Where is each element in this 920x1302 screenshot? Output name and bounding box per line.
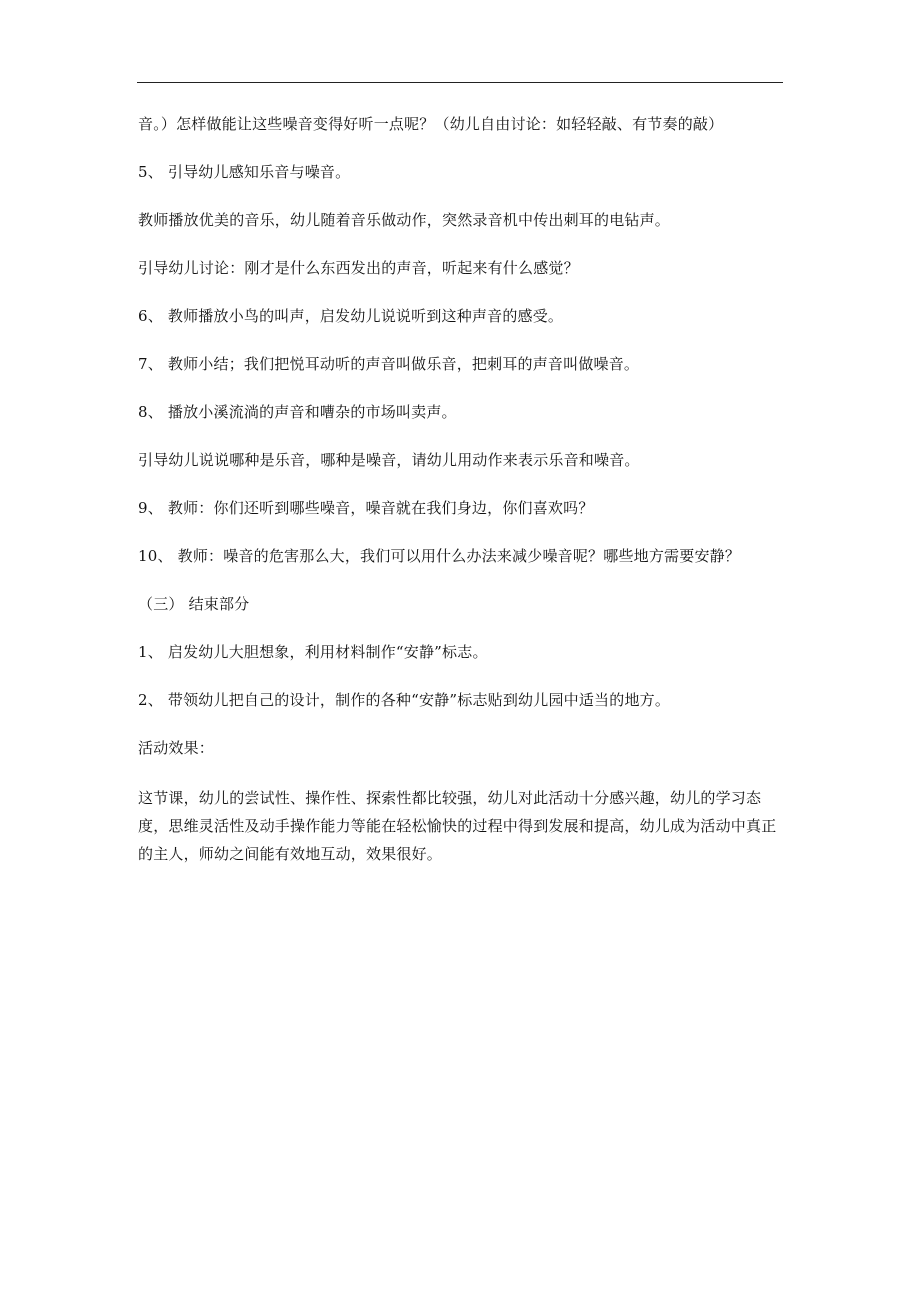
list-item: 2、 带领幼儿把自己的设计，制作的各种“安静”标志贴到幼儿园中适当的地方。 (138, 691, 671, 709)
list-item: 10、 教师：噪音的危害那么大，我们可以用什么办法来减少噪音呢？哪些地方需要安静？ (138, 547, 741, 565)
list-item: 9、 教师：你们还听到哪些噪音，噪音就在我们身边，你们喜欢吗？ (138, 499, 594, 517)
list-item: 1、 启发幼儿大胆想象，利用材料制作“安静”标志。 (138, 643, 488, 661)
paragraph: 引导幼儿讨论：刚才是什么东西发出的声音，听起来有什么感觉？ (138, 259, 579, 277)
paragraph: 音。）怎样做能让这些噪音变得好听一点呢？（幼儿自由讨论：如轻轻敲、有节奏的敲） (138, 115, 724, 133)
document-body (138, 112, 788, 868)
list-item: 6、 教师播放小鸟的叫声，启发幼儿说说听到这种声音的感受。 (138, 307, 564, 325)
paragraph: 教师播放优美的音乐，幼儿随着音乐做动作，突然录音机中传出刺耳的电钻声。 (138, 211, 671, 229)
list-item: 5、 引导幼儿感知乐音与噪音。 (138, 163, 351, 181)
paragraph: 这节课，幼儿的尝试性、操作性、探索性都比较强，幼儿对此活动十分感兴趣，幼儿的学习态度，思维灵活性及动手操作能力等能在轻松愉快的过程中得到发展和提高，幼儿成为活动中真正的主人，师幼之间能有效地互动，效果很好。 (138, 789, 777, 863)
list-item: 8、 播放小溪流淌的声音和嘈杂的市场叫卖声。 (138, 403, 457, 421)
header-rule (137, 82, 783, 83)
section-heading: 活动效果： (138, 739, 215, 757)
section-heading: （三） 结束部分 (138, 595, 250, 613)
list-item: 7、 教师小结；我们把悦耳动听的声音叫做乐音，把刺耳的声音叫做噪音。 (138, 355, 640, 373)
paragraph: 引导幼儿说说哪种是乐音，哪种是噪音，请幼儿用动作来表示乐音和噪音。 (138, 451, 640, 469)
